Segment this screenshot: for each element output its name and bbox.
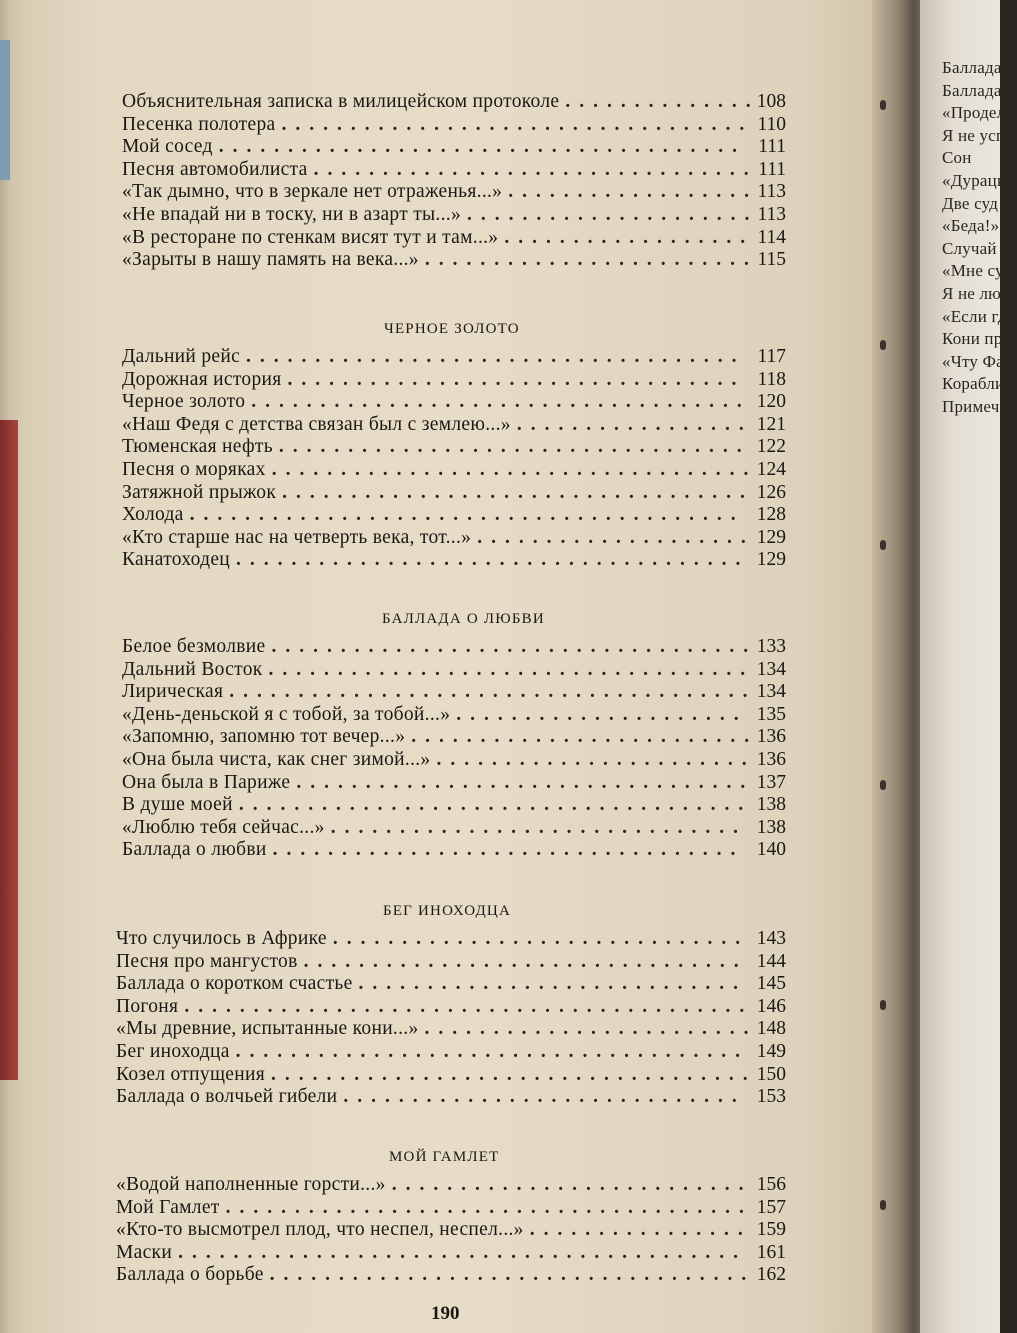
toc-entry-page: 138 bbox=[756, 816, 786, 838]
leader-dots: .............................. bbox=[330, 816, 747, 838]
toc-entry bbox=[122, 549, 786, 573]
leader-dots: ................................. bbox=[296, 771, 755, 793]
binding-stitch-hole bbox=[880, 780, 886, 790]
toc-entry bbox=[122, 204, 786, 228]
leader-dots: ............................. bbox=[343, 1086, 746, 1108]
toc-entry bbox=[116, 951, 786, 975]
toc-entry-title: Тюменская нефть bbox=[122, 436, 273, 458]
book-spine-red-strip bbox=[0, 420, 18, 1080]
section-heading: МОЙ ГАМЛЕТ bbox=[389, 1149, 500, 1165]
toc-entry-page: 124 bbox=[756, 459, 786, 480]
toc-entry bbox=[122, 527, 786, 551]
toc-entry bbox=[116, 1018, 786, 1042]
leader-dots: ...................................... bbox=[229, 681, 757, 703]
toc-entry-page: 156 bbox=[756, 1174, 786, 1195]
toc-entry-title: Она была в Париже bbox=[122, 771, 291, 793]
toc-entry-page: 120 bbox=[756, 391, 786, 413]
toc-entry-title: Бег иноходца bbox=[116, 1041, 230, 1062]
toc-entry-page: 162 bbox=[756, 1264, 786, 1286]
toc-entry-title: «В ресторане по стенкам висят тут и там...» bbox=[122, 226, 499, 248]
toc-entry bbox=[116, 973, 786, 997]
toc-entry-page: 113 bbox=[757, 204, 786, 225]
toc-entry-title: «День-деньской я с тобой, за тобой...» bbox=[122, 703, 451, 725]
toc-entry bbox=[122, 817, 786, 841]
leader-dots: ................. bbox=[516, 413, 753, 435]
leader-dots: .................................. bbox=[281, 113, 754, 135]
toc-entry bbox=[122, 159, 786, 183]
toc-entry-title: Маски bbox=[116, 1241, 173, 1263]
toc-entry-title: Черное золото bbox=[122, 391, 246, 413]
leader-dots: ................................ bbox=[303, 950, 748, 972]
leader-dots: .............................. bbox=[332, 928, 750, 949]
toc-entry-page: 129 bbox=[756, 526, 786, 548]
toc-entry bbox=[116, 1174, 786, 1198]
leader-dots: .................. bbox=[508, 181, 758, 203]
toc-entry-title: Дальний рейс bbox=[122, 346, 241, 367]
toc-entry bbox=[122, 726, 786, 750]
toc-entry-title: Холода bbox=[122, 504, 184, 526]
toc-entry-page: 134 bbox=[756, 658, 786, 680]
toc-entry-page: 135 bbox=[756, 703, 786, 725]
toc-entry-page: 121 bbox=[756, 413, 786, 435]
section-heading: БЕГ ИНОХОДЦА bbox=[383, 903, 511, 919]
adjacent-page-line: «Беда!» bbox=[942, 216, 1000, 236]
toc-entry-title: «Люблю тебя сейчас...» bbox=[122, 816, 325, 838]
leader-dots: .................................. bbox=[272, 839, 745, 861]
toc-entry bbox=[122, 414, 786, 438]
adjacent-page-line: Корабли bbox=[942, 374, 1005, 394]
leader-dots: ..................................... bbox=[235, 1041, 750, 1062]
toc-entry bbox=[122, 346, 786, 370]
leader-dots: ........................ bbox=[424, 249, 758, 271]
toc-entry bbox=[116, 1064, 786, 1088]
leader-dots: ................................... bbox=[268, 658, 755, 680]
toc-entry-page: 137 bbox=[756, 771, 786, 793]
toc-entry bbox=[116, 1086, 786, 1110]
toc-entry-page: 126 bbox=[756, 481, 786, 503]
toc-entry-page: 136 bbox=[756, 749, 786, 770]
binding-stitch-hole bbox=[880, 1000, 886, 1010]
toc-entry-page: 108 bbox=[756, 91, 786, 112]
toc-entry-title: Баллада о коротком счастье bbox=[116, 973, 353, 995]
toc-entry-page: 143 bbox=[756, 928, 786, 949]
toc-entry bbox=[116, 996, 786, 1020]
adjacent-page-line: «Если гд bbox=[942, 306, 1007, 326]
adjacent-page-line: «Чту Фау bbox=[942, 351, 1012, 371]
toc-entry-page: 153 bbox=[756, 1086, 786, 1108]
adjacent-page-line: Баллада bbox=[942, 80, 1002, 100]
toc-entry bbox=[122, 704, 786, 728]
leader-dots: ..................................... bbox=[236, 549, 750, 571]
toc-entry-title: Затяжной прыжок bbox=[122, 481, 277, 503]
toc-entry-page: 115 bbox=[757, 249, 786, 271]
binding-stitch-hole bbox=[880, 1200, 886, 1210]
toc-entry-page: 113 bbox=[757, 181, 786, 203]
toc-entry-page: 133 bbox=[756, 636, 786, 657]
adjacent-page-line: «Продел bbox=[942, 103, 1006, 123]
toc-entry-title: «Так дымно, что в зеркале нет отраженья...» bbox=[122, 181, 503, 203]
toc-entry bbox=[122, 794, 786, 818]
leader-dots: .................................... bbox=[251, 391, 751, 413]
toc-entry-page: 118 bbox=[757, 368, 786, 390]
toc-entry-title: «Наш Федя с детства связан был с землею...» bbox=[122, 413, 511, 435]
adjacent-page-line: «Мне су bbox=[942, 261, 1004, 281]
toc-entry-title: Песенка полотера bbox=[122, 113, 276, 135]
toc-entry bbox=[122, 749, 786, 773]
toc-entry bbox=[122, 227, 786, 251]
adjacent-page-line: Случай bbox=[942, 238, 997, 258]
adjacent-page-line: «Дурацк bbox=[942, 171, 1006, 190]
toc-entry-title: Объяснительная записка в милицейском протоколе bbox=[122, 91, 560, 112]
toc-entry bbox=[122, 91, 786, 115]
toc-entry bbox=[122, 839, 786, 863]
toc-entry bbox=[116, 1041, 786, 1065]
toc-entry-title: «Зарыты в нашу память на века...» bbox=[122, 249, 419, 271]
toc-entry-page: 161 bbox=[756, 1241, 786, 1263]
toc-entry bbox=[116, 928, 786, 952]
toc-entry bbox=[116, 1242, 786, 1266]
leader-dots: .......................... bbox=[391, 1174, 753, 1195]
leader-dots: ................................... bbox=[271, 459, 758, 480]
toc-entry-title: Козел отпущения bbox=[116, 1063, 265, 1085]
toc-entry-title: Канатоходец bbox=[122, 549, 231, 571]
leader-dots: ................................. bbox=[287, 368, 746, 390]
toc-entry bbox=[122, 504, 786, 528]
adjacent-page bbox=[920, 0, 1017, 1333]
section-heading: ЧЕРНОЕ ЗОЛОТО bbox=[384, 321, 520, 337]
toc-entry-title: Баллада о любви bbox=[122, 839, 267, 861]
toc-entry-title: Песня про мангустов bbox=[116, 950, 298, 972]
toc-entry-title: Лирическая bbox=[122, 681, 224, 703]
page-number: 190 bbox=[431, 1303, 460, 1324]
toc-entry-title: «Кто старше нас на четверть века, тот...» bbox=[122, 526, 472, 548]
toc-entry-title: Мой Гамлет bbox=[116, 1196, 220, 1218]
toc-entry-title: Песня о моряках bbox=[122, 459, 266, 480]
toc-entry bbox=[122, 772, 786, 796]
leader-dots: ........................................ bbox=[189, 504, 745, 526]
adjacent-page-line: Я не усп bbox=[942, 125, 1006, 145]
toc-entry-page: 150 bbox=[756, 1063, 786, 1085]
leader-dots: ......................... bbox=[411, 726, 759, 748]
leader-dots: ...................................... bbox=[225, 1196, 753, 1218]
leader-dots: ......................................... bbox=[178, 1241, 747, 1263]
leader-dots: ..................... bbox=[456, 703, 748, 725]
toc-entry-page: 111 bbox=[758, 158, 786, 180]
toc-entry-title: «Не впадай ни в тоску, ни в азарт ты...» bbox=[122, 204, 462, 225]
toc-entry-page: 114 bbox=[757, 226, 786, 248]
adjacent-page-line: Две суд bbox=[942, 193, 999, 213]
toc-entry-title: Баллада о борьбе bbox=[116, 1264, 264, 1286]
toc-entry bbox=[122, 436, 786, 460]
leader-dots: .................................... bbox=[246, 346, 746, 367]
toc-entry-page: 136 bbox=[756, 726, 786, 748]
adjacent-page-line: Я не лю bbox=[942, 284, 1002, 303]
toc-entry bbox=[116, 1219, 786, 1243]
toc-entry-page: 111 bbox=[758, 136, 786, 158]
toc-entry-page: 148 bbox=[756, 1018, 786, 1040]
leader-dots: .................. bbox=[504, 226, 755, 248]
toc-entry bbox=[116, 1264, 786, 1288]
leader-dots: ....................... bbox=[436, 749, 756, 770]
adjacent-page-line: Кони пр bbox=[942, 329, 1003, 349]
toc-entry-title: В душе моей bbox=[122, 794, 233, 816]
leader-dots: .............. bbox=[565, 91, 760, 112]
toc-entry bbox=[122, 459, 786, 483]
toc-entry-page: 134 bbox=[756, 681, 786, 703]
toc-entry-title: Погоня bbox=[116, 995, 179, 1017]
binding-stitch-hole bbox=[880, 100, 886, 110]
leader-dots: ........................ bbox=[424, 1018, 758, 1040]
toc-entry-page: 138 bbox=[756, 794, 786, 816]
toc-entry-title: Белое безмолвие bbox=[122, 636, 266, 657]
toc-entry-title: Дорожная история bbox=[122, 368, 282, 390]
adjacent-page-line: Примечан bbox=[942, 397, 1017, 416]
leader-dots: ............................ bbox=[358, 973, 748, 995]
toc-entry-page: 128 bbox=[756, 504, 786, 526]
leader-dots: ...................................... bbox=[218, 136, 746, 158]
toc-entry bbox=[122, 659, 786, 683]
toc-entry bbox=[122, 181, 786, 205]
toc-entry-title: Песня автомобилиста bbox=[122, 158, 308, 180]
toc-entry-page: 122 bbox=[756, 436, 786, 458]
toc-entry-title: «Водой наполненные горсти...» bbox=[116, 1174, 386, 1195]
leader-dots: ................................... bbox=[270, 1063, 757, 1085]
toc-entry-title: «Запомню, запомню тот вечер...» bbox=[122, 726, 406, 748]
toc-entry-page: 149 bbox=[756, 1041, 786, 1062]
toc-entry-page: 110 bbox=[757, 113, 786, 135]
adjacent-page-line: Сон bbox=[942, 148, 972, 168]
toc-entry-title: Что случилось в Африке bbox=[116, 928, 327, 949]
toc-entry bbox=[122, 249, 786, 273]
background-object bbox=[0, 40, 10, 180]
toc-entry bbox=[122, 681, 786, 705]
leader-dots: ................................... bbox=[269, 1264, 756, 1286]
leader-dots: ..................... bbox=[467, 204, 759, 225]
adjacent-page-line: Баллада bbox=[942, 58, 1002, 77]
toc-entry bbox=[122, 369, 786, 393]
leader-dots: ................ bbox=[529, 1219, 752, 1241]
leader-dots: .................................. bbox=[278, 436, 751, 458]
toc-entry-page: 129 bbox=[756, 549, 786, 571]
toc-entry-title: «Мы древние, испытанные кони...» bbox=[116, 1018, 419, 1040]
toc-entry-title: Мой сосед bbox=[122, 136, 213, 158]
leader-dots: ..................................... bbox=[238, 794, 753, 816]
toc-entry-title: Баллада о волчьей гибели bbox=[116, 1086, 338, 1108]
leader-dots: ................................... bbox=[271, 636, 758, 657]
section-heading: БАЛЛАДА О ЛЮБВИ bbox=[382, 611, 545, 627]
toc-entry-title: Дальний Восток bbox=[122, 658, 263, 680]
toc-entry bbox=[122, 136, 786, 160]
toc-entry-page: 117 bbox=[757, 346, 786, 367]
toc-entry-page: 145 bbox=[756, 973, 786, 995]
toc-entry-page: 159 bbox=[756, 1219, 786, 1241]
toc-entry-title: «Она была чиста, как снег зимой...» bbox=[122, 749, 431, 770]
binding-stitch-hole bbox=[880, 340, 886, 350]
leader-dots: ......................................... bbox=[184, 995, 754, 1017]
toc-entry-page: 144 bbox=[756, 950, 786, 972]
leader-dots: .................... bbox=[477, 526, 755, 548]
toc-entry bbox=[116, 1197, 786, 1221]
toc-entry bbox=[122, 482, 786, 506]
toc-entry bbox=[122, 114, 786, 138]
leader-dots: .................................. bbox=[282, 481, 754, 503]
binding-stitch-hole bbox=[880, 540, 886, 550]
toc-entry bbox=[122, 391, 786, 415]
toc-entry-page: 140 bbox=[756, 839, 786, 861]
toc-entry-page: 146 bbox=[756, 995, 786, 1017]
leader-dots: ................................ bbox=[313, 158, 758, 180]
toc-entry-title: «Кто-то высмотрел плод, что неспел, неспел...» bbox=[116, 1219, 524, 1241]
toc-entry bbox=[122, 636, 786, 660]
toc-entry-page: 157 bbox=[756, 1196, 786, 1218]
